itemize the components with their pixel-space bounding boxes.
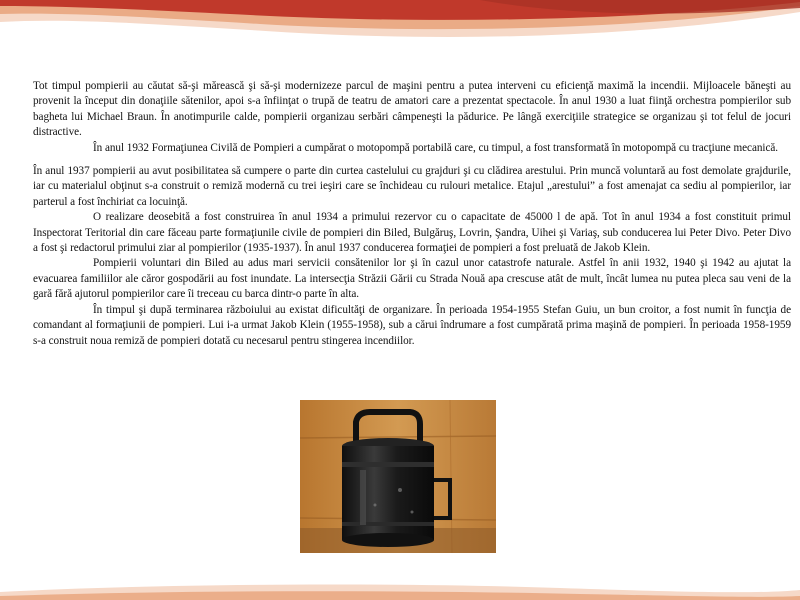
paragraph-5: Pompierii voluntari din Biled au adus mari servicii consătenilor lor şi în cazul unor catastrofe naturale. Astfel în anii 1932, 1940 şi 1942 au ajutat la evacuarea familiilor ale căror gospodării au fost inundate. La intersecţia Străzii Gării cu Strada Nouă apa crescuse atât de mult, încât lumea nu putea pleca sau veni de la gară fără ajutorul pompierilor care îi treceau cu barca dintr-o parte în alta.	[33, 257, 791, 301]
top-decorative-band	[0, 0, 800, 60]
paragraph-1: Tot timpul pompierii au căutat să-şi mărească şi să-şi modernizeze parcul de maşini pentru a putea interveni cu eficienţă maximă la incendii. Mijloacele băneşti au provenit la început din donaţiile sătenilor, apoi s-a înfiinţat o trupă de teatru de amatori care a prezentat spectacole. În anul 1930 a luat fiinţă orchestra pompierilor sub bagheta lui Michael Braun. În anotimpurile calde, pompierii organizau serbări câmpeneşti la pădurice. Pe lângă exerciţiile strategice se organizau şi tot felul de jocuri distractive.	[33, 80, 791, 139]
paragraph-4: O realizare deosebită a fost construirea în anul 1934 a primului rezervor cu o capacitate de 45000 l de apă. Tot în anul 1934 a fost constituit primul Inspectorat Teritorial din care făceau parte formaţiunile civile de pompieri din Biled, Bulgăruş, Lovrin, Şandra, Uihei şi Variaş, sub conducerea lui Peter Divo. Peter Divo a fost şi redactorul primului ziar al pompierilor (1935-1937). În anul 1937 conducerea formaţiei de pompieri a fost preluată de Jakob Klein.	[33, 211, 791, 255]
paragraph-2: În anul 1932 Formaţiunea Civilă de Pompieri a cumpărat o motopompă portabilă care, cu timpul, a fost transformată în motopompă cu tracţiune mecanică.	[93, 141, 779, 154]
article-text	[33, 79, 791, 349]
fire-extinguisher-photo	[300, 400, 496, 553]
paragraph-3: În anul 1937 pompierii au avut posibilitatea să cumpere o parte din curtea castelului cu grajduri şi cu clădirea arestului. Prin muncă voluntară au fost demolate grajdurile, iar cu materialul obţinut s-a construit o remiză modernă cu trei ieşiri care se închideau cu rulouri metalice. Etajul „arestului” a fost amenajat ca sediu al pompierilor, iar parterul a fost închiriat ca locuinţă.	[33, 165, 791, 208]
paragraph-6: În timpul şi după terminarea războiului au existat dificultăţi de organizare. În perioada 1954-1955 Stefan Guiu, un bun croitor, a fost numit în funcţia de comandant al formaţiunii de pompieri. Lui i-a urmat Jakob Klein (1955-1958), sub a cărui îndrumare a fost cumpărată prima maşină de pompieri. În perioada 1958-1959 s-a construit noua remiză de pompieri dotată cu necesarul pentru stingerea incendiilor.	[33, 303, 791, 347]
bottom-decorative-band	[0, 560, 800, 600]
